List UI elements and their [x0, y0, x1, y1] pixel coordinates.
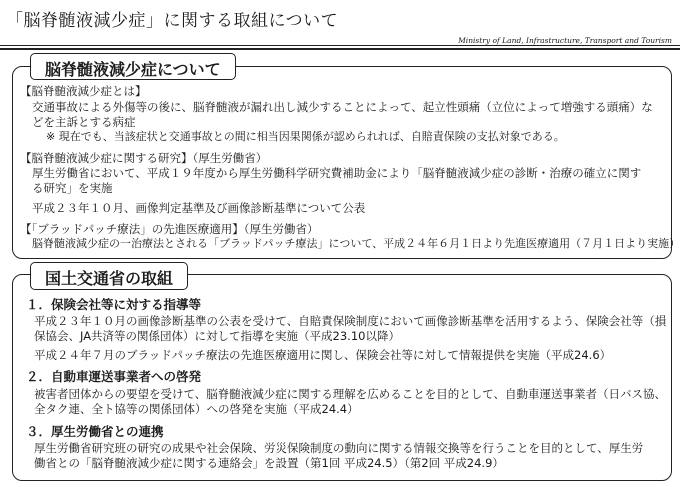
title-rule-thin — [0, 45, 680, 46]
item3-text-line2: 働省との「脳脊髄液減少症に関する連絡会」を設置（第1回 平成24.5）（第2回 平成24.9） — [34, 456, 504, 470]
item3-title: ３．厚生労働省との連携 — [26, 424, 164, 439]
item1-title: １．保険会社等に対する指導等 — [26, 297, 202, 312]
item1-text-line1: 平成２３年１０月の画像診断基準の公表を受けて、自賠責保険制度において画像診断基準を活用するよう、保険会社等（損 — [34, 314, 667, 328]
research-text-line2: る研究」を実施 — [32, 181, 113, 195]
section-about-heading: 脳脊髄液減少症について — [30, 53, 236, 80]
about-note: ※ 現在でも、当該症状と交通事故との間に相当因果関係が認められれば、自賠責保険の支払対象である。 — [46, 130, 565, 143]
item2-text-line1: 被害者団体からの要望を受けて、脳脊髄液減少症に関する理解を広めることを目的として、自動車運送事業者（日バス協、 — [34, 387, 667, 401]
research-title: 【脳脊髄液減少症に関する研究】（厚生労働省） — [20, 151, 268, 165]
item3-text-line1: 厚生労働省研究班の研究の成果や社会保険、労災保険制度の動向に関する情報交換等を行うことを目的として、厚生労 — [34, 441, 644, 455]
item1-text-line3: 平成２４年７月のブラッドパッチ療法の先進医療適用に関し、保険会社等に対して情報提供を実施（平成24.6） — [34, 348, 612, 362]
ministry-name: Ministry of Land, Infrastructure, Transport and Tourism — [458, 36, 672, 45]
item2-text-line2: 全タク連、全ト協等の関係団体）への啓発を実施（平成24.4） — [34, 402, 359, 416]
item2-title: ２．自動車運送事業者への啓発 — [26, 369, 202, 384]
about-title: 【脳脊髄液減少症とは】 — [20, 84, 147, 98]
research-text-line1: 厚生労働省において、平成１９年度から厚生労働科学研究費補助金により「脳脊髄液減少症の診断・治療の確立に関す — [32, 166, 642, 180]
section-mlit-heading: 国土交通省の取組 — [30, 262, 188, 290]
research-text-line3: 平成２３年１０月、画像判定基準及び画像診断基準について公表 — [32, 201, 366, 215]
patch-title: 【「ブラッドパッチ療法」の先進医療適用】（厚生労働省） — [20, 222, 319, 236]
item1-text-line2: 保協会、JA共済等の関係団体）に対して指導を実施（平成23.10以降） — [34, 329, 400, 343]
patch-text: 脳脊髄液減少症の一治療法とされる「ブラッドパッチ療法」について、平成２４年６月１日より先進医療適用（７月１日より実施） — [32, 237, 680, 250]
about-text-line1: 交通事故による外傷等の後に、脳脊髄液が漏れ出し減少することによって、起立性頭痛（立位によって増強する頭痛）な — [32, 100, 653, 114]
page-title: 「脳脊髄液減少症」に関する取組について — [6, 11, 339, 31]
about-text-line2: どを主訴とする病症 — [32, 115, 136, 129]
title-rule-thick — [0, 48, 680, 50]
